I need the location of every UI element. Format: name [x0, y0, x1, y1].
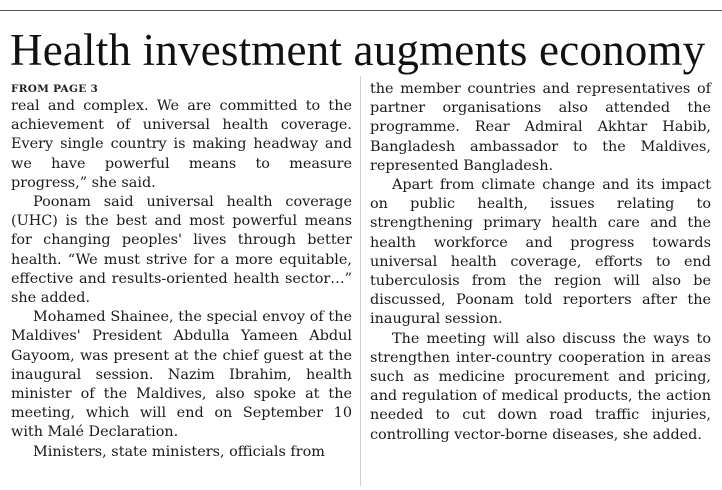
top-rule	[0, 10, 722, 11]
paragraph: Mohamed Shainee, the special envoy of the Maldives' President Abdulla Yameen Abdul Gayoom, was present at the chief guest at the inaugural session. Nazim Ibrahim, health minister of the Maldives, also spoke at the meeting, which will end on September 10 with Malé Declaration.	[11, 309, 352, 441]
continued-from-label: FROM PAGE 3	[11, 83, 99, 95]
paragraph: The meeting will also discuss the ways to strengthen inter-country cooperation in areas such as medicine procurement and pricing, and regulation of medical products, the action needed to cut down road traffic injuries, controlling vector-borne diseases, she added.	[370, 330, 711, 443]
right-column	[370, 80, 711, 445]
paragraph: Apart from climate change and its impact on public health, issues relating to strengthening primary health care and the health workforce and progress towards universal health coverage, efforts to end tuberculosis from the region will also be discussed, Poonam told reporters after the inaugural session.	[370, 177, 711, 328]
paragraph: Poonam said universal health coverage (UHC) is the best and most powerful means for changing peoples' lives through better health. “We must strive for a more equitable, effective and results-oriented health sector…” she added.	[11, 194, 352, 307]
column-divider	[360, 76, 361, 486]
paragraph: the member countries and representatives of partner organisations also attended the programme. Rear Admiral Akhtar Habib, Bangladesh ambassador to the Maldives, represented Bangladesh.	[370, 81, 711, 174]
paragraph: real and complex. We are committed to the achievement of universal health coverage. Every single country is making headway and we have powerful means to measure progress,” she said.	[11, 98, 352, 191]
paragraph: Ministers, state ministers, officials from	[33, 443, 325, 460]
headline: Health investment augments economy	[10, 25, 706, 75]
left-column	[11, 97, 352, 462]
